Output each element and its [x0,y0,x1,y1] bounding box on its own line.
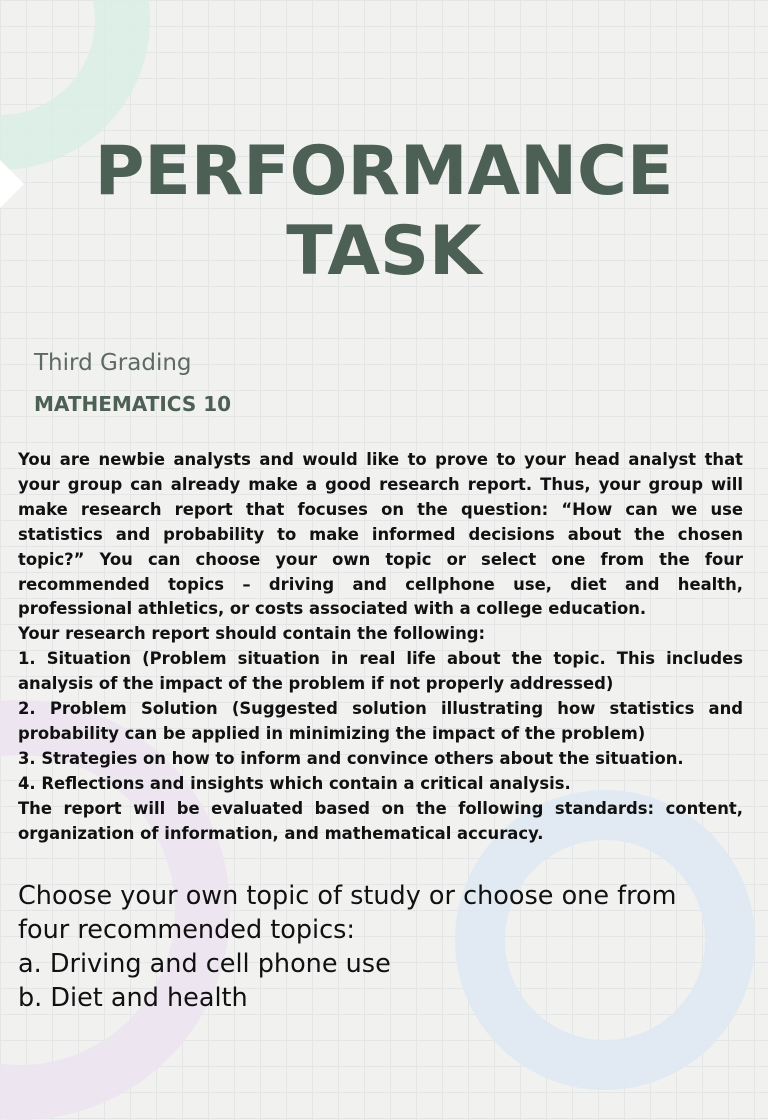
requirement-item: 4. Reflections and insights which contain a critical analysis. [18,773,571,793]
evaluation-paragraph: The report will be evaluated based on the following standards: content, organization of information, and mathematical accuracy. [18,798,743,843]
page-title [0,132,768,292]
subject-name: MATHEMATICS 10 [34,392,232,416]
topics-heading-part-1: Choose your own topic of study or choose one from [18,881,677,911]
title-line-1: PERFORMANCE [94,132,674,211]
requirement-item: 1. Situation (Problem situation in real life about the topic. This includes analysis of the impact of the problem if not properly addressed) [18,649,743,694]
task-description [18,448,743,847]
topics-heading-part-2: four recommended topics: [18,915,356,945]
topic-option: a. Driving and cell phone use [18,949,391,979]
requirement-item: 2. Problem Solution (Suggested solution illustrating how statistics and probability can be applied in minimizing the impact of the problem) [18,699,743,743]
topic-option: b. Diet and health [18,983,248,1013]
topic-choices [18,879,758,1015]
requirements-lead: Your research report should contain the following: [18,624,486,644]
requirement-item: 3. Strategies on how to inform and convince others about the situation. [18,748,684,768]
title-line-2: TASK [286,212,482,291]
grading-period: Third Grading [34,350,192,376]
intro-paragraph: You are newbie analysts and would like to prove to your head analyst that your group can already make a good research report. Thus, your group will make research report that focuses on the question: “How can we use statistics and probability to make informed decisions about the chosen topic?” You can choose your own topic or select one from the four recommended topics – driving and cellphone use, diet and health, professional athletics, or costs associated with a college education. [18,450,743,619]
